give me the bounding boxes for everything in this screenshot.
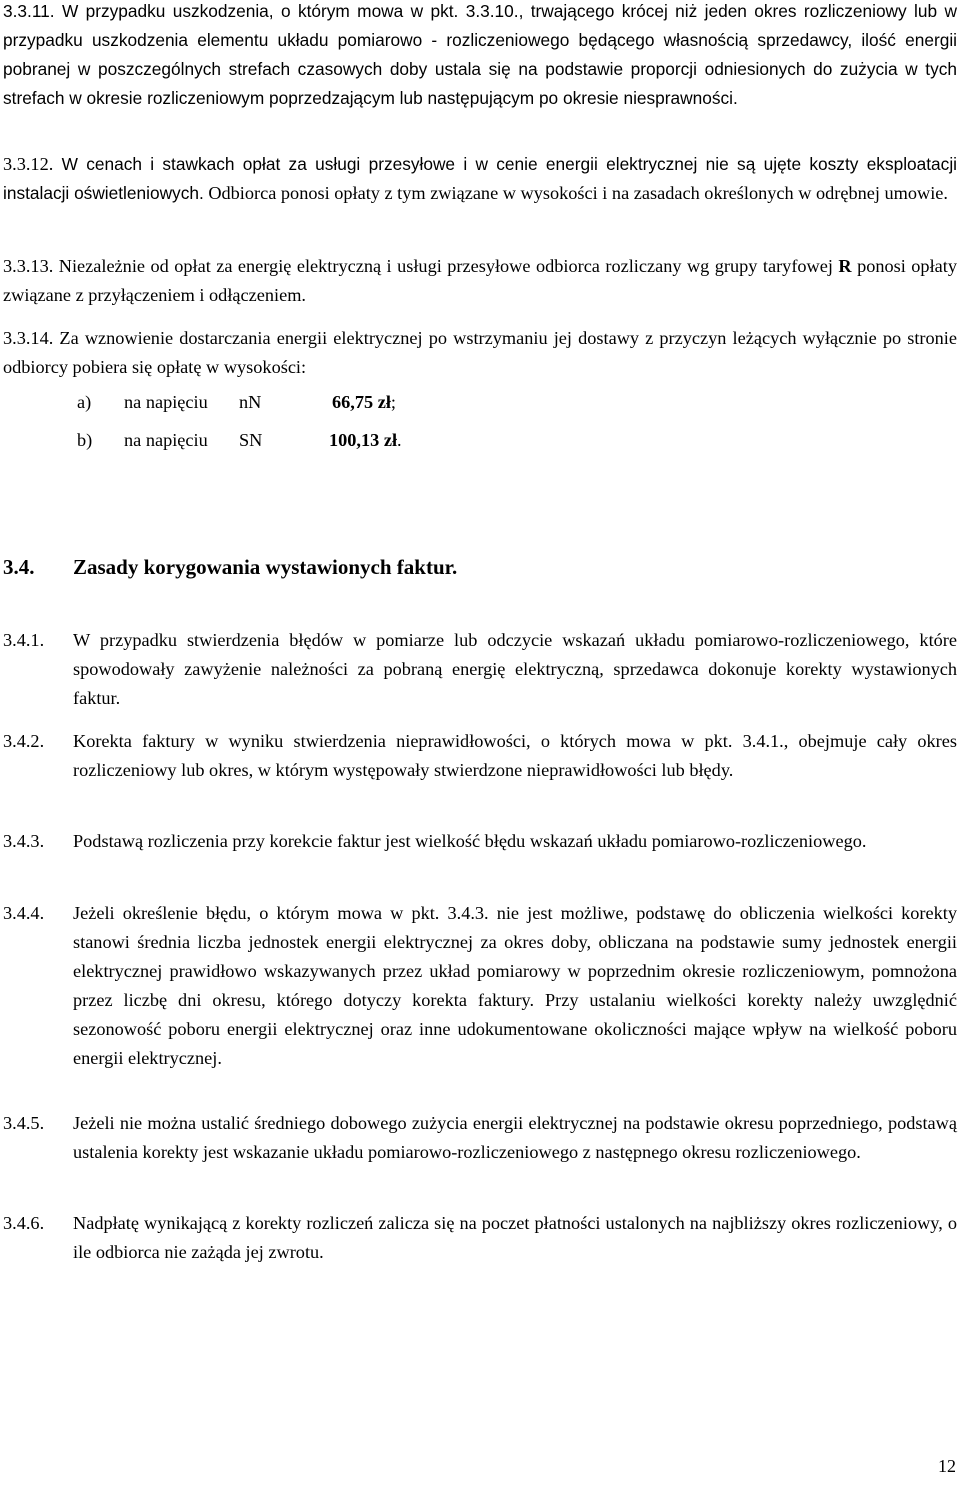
paragraph-3-3-12-text-b: Odbiorca ponosi opłaty z tym związane w wysokości i na zasadach określonych w odrębnej umowie. (203, 183, 948, 203)
list-item-text: na napięciu (124, 391, 208, 412)
list-item-amount: 66,75 zł (332, 391, 391, 412)
paragraph-3-4-3 (3, 827, 957, 856)
list-item-voltage: SN (239, 429, 263, 450)
fee-list (77, 383, 402, 459)
paragraph-number: 3.4.5. (3, 1113, 45, 1133)
paragraph-3-3-11-text: , trwającego krócej niż jeden okres rozliczeniowy lub w przypadku uszkodzenia elementu układu pomiarowo - rozliczeniowego będącego własnością sprzedawcy, ilość energii pobranej w poszczególnych strefach czasowych doby ustala się na podstawie proporcji odniesionych do zużycia w tych strefach w okresie rozliczeniowym poprzedzającym lub następującym po okresie niesprawności. (3, 1, 957, 108)
paragraph-text: Korekta faktury w wyniku stwierdzenia nieprawidłowości, o których mowa w pkt. 3.4.1., obejmuje cały okres rozliczeniowy lub okres, w którym występowały stwierdzone nieprawidłowości lub błędy. (73, 731, 957, 780)
paragraph-number: 3.4.1. (3, 630, 45, 650)
paragraph-3-3-13 (3, 252, 957, 310)
page-number: 12 (938, 1456, 956, 1476)
list-item (77, 383, 402, 421)
list-item-suffix: . (397, 429, 402, 450)
paragraph-3-3-13-number: 3.3.13. (3, 256, 54, 276)
paragraph-number: 3.4.4. (3, 903, 45, 923)
list-item (77, 421, 402, 459)
paragraph-text: Jeżeli określenie błędu, o którym mowa w pkt. 3.4.3. nie jest możliwe, podstawę do obliczenia wielkości korekty stanowi średnia liczba jednostek energii elektrycznej za okres doby, obliczana na podstawie sumy jednostek energii elektrycznej prawidłowo wskazywanych przez układ pomiarowy w poprzednim okresie rozliczeniowym, pomnożona przez liczbę dni okresu, którego dotyczy korekta faktury. Przy ustalaniu wielkości korekty należy uwzględnić sezonowość poboru energii elektrycznej oraz inne udokumentowane okoliczności mające wpływ na wielkość poboru energii elektrycznej. (73, 903, 957, 1068)
paragraph-number: 3.4.2. (3, 731, 45, 751)
list-item-label: b) (77, 429, 93, 450)
paragraph-3-3-12-number: 3.3.12. (3, 154, 54, 174)
paragraph-3-3-14-number: 3.3.14. (3, 328, 54, 348)
list-item-text: na napięciu (124, 429, 208, 450)
paragraph-3-3-11-lead: 3.3.11. W przypadku uszkodzenia, o którym mowa w pkt. 3.3.10. (3, 1, 519, 21)
section-number: 3.4. (3, 555, 35, 579)
paragraph-3-4-2 (3, 727, 957, 785)
list-item-suffix: ; (390, 391, 396, 412)
list-item-voltage: nN (239, 391, 262, 412)
paragraph-3-3-14-text: Za wznowienie dostarczania energii elektrycznej po wstrzymaniu jej dostawy z przyczyn leżących wyłącznie po stronie odbiorcy pobiera się opłatę w wysokości: (3, 328, 957, 377)
list-item-label: a) (77, 391, 92, 412)
paragraph-text: W przypadku stwierdzenia błędów w pomiarze lub odczycie wskazań układu pomiarowo-rozliczeniowego, które spowodowały zawyżenie należności za pobraną energię elektryczną, sprzedawca dokonuje korekty wystawionych faktur. (73, 630, 957, 708)
paragraph-3-3-14 (3, 324, 957, 382)
paragraph-3-3-11 (3, 0, 957, 113)
paragraph-3-3-13-text-a: Niezależnie od opłat za energię elektryczną i usługi przesyłowe odbiorca rozliczany wg grupy taryfowej (53, 256, 839, 276)
paragraph-3-4-4 (3, 899, 957, 1073)
tariff-group-label: R (838, 256, 852, 276)
paragraph-number: 3.4.6. (3, 1213, 45, 1233)
section-title: Zasady korygowania wystawionych faktur. (73, 555, 458, 579)
paragraph-3-3-13-text-b: ponosi opłaty związane z przyłączeniem i odłączeniem. (3, 256, 957, 305)
paragraph-3-3-12-text-a: W cenach i stawkach opłat za usługi przesyłowe i w cenie energii elektrycznej nie są ujęte koszty eksploatacji instalacji oświetleniowych. (3, 154, 957, 203)
paragraph-text: Jeżeli nie można ustalić średniego dobowego zużycia energii elektrycznej na podstawie okresu poprzedniego, podstawą ustalenia korekty jest wskazanie układu pomiarowo-rozliczeniowego z następnego okresu rozliczeniowego. (73, 1113, 957, 1162)
paragraph-3-4-6 (3, 1209, 957, 1267)
paragraph-text: Podstawą rozliczenia przy korekcie faktur jest wielkość błędu wskazań układu pomiarowo-rozliczeniowego. (73, 831, 867, 851)
paragraph-number: 3.4.3. (3, 831, 45, 851)
paragraph-3-4-5 (3, 1109, 957, 1167)
paragraph-3-3-12 (3, 150, 957, 208)
paragraph-3-4-1 (3, 626, 957, 713)
paragraph-text: Nadpłatę wynikającą z korekty rozliczeń zalicza się na poczet płatności ustalonych na najbliższy okres rozliczeniowy, o ile odbiorca nie zażąda jej zwrotu. (73, 1213, 957, 1262)
list-item-amount: 100,13 zł (329, 429, 398, 450)
section-heading (3, 555, 457, 580)
